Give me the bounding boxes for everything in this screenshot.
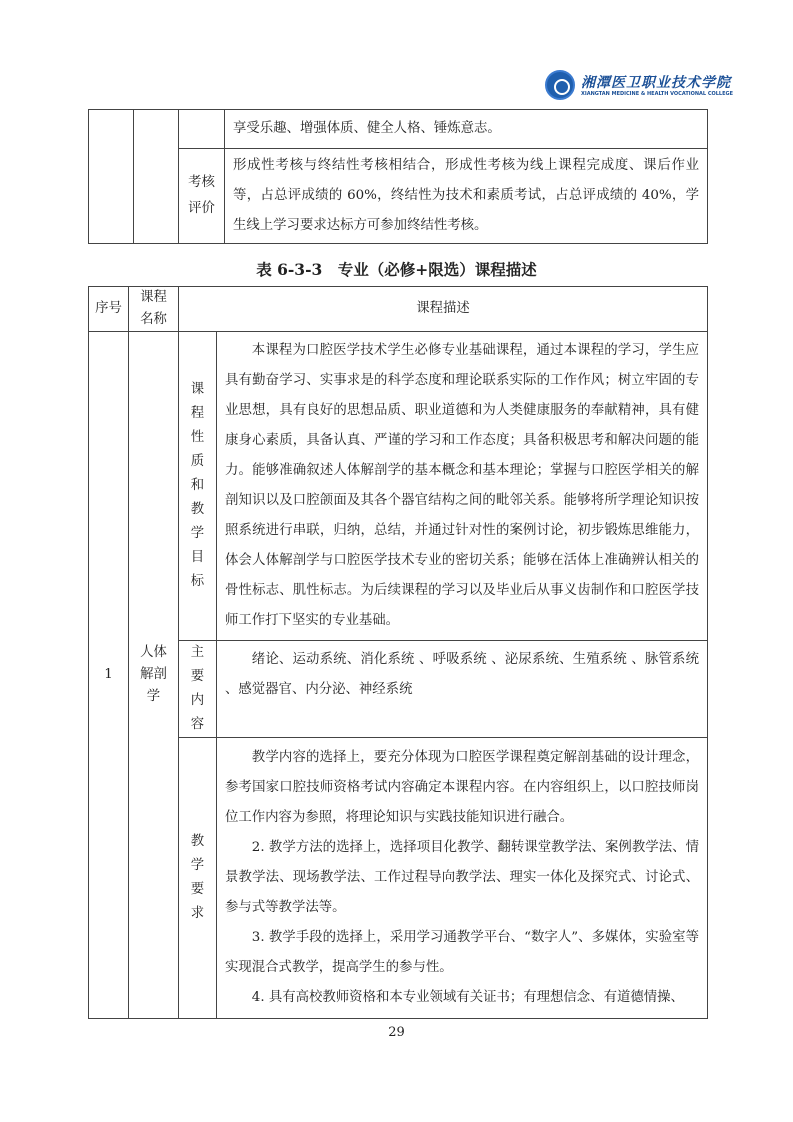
table-row [89,332,708,641]
table-header-row [89,287,708,332]
college-emblem-icon [545,70,575,100]
paragraph: 3. 教学手段的选择上，采用学习通教学平台、“数字人”、多媒体，实验室等实现混合式教学，提高学生的参与性。 [225,930,699,975]
table-row [89,149,708,244]
header-course-name: 课程名称 [129,287,179,332]
table-row [89,641,708,738]
course-description-table [88,286,708,1019]
page-number: 29 [388,1025,405,1040]
paragraph: 本课程为口腔医学技术学生必修专业基础课程，通过本课程的学习，学生应具有勤奋学习、实事求是的科学态度和理论联系实际的工作作风；树立牢固的专业思想，具有良好的思想品质、职业道德和为人类健康服务的奉献精神，具有健康身心素质，具备认真、严谨的学习和工作态度；具备积极思考和解决问题的能力。能够准确叙述人体解剖学的基本概念和基本理论；掌握与口腔医学相关的解剖知识以及口腔颌面及其各个器官结构之间的毗邻关系。能够将所学理论知识按照系统进行串联，归纳，总结，并通过针对性的案例讨论，初步锻炼思维能力，体会人体解剖学与口腔医学技术专业的密切关系；能够在活体上准确辨认相关的骨性标志、肌性标志。为后续课程的学习以及毕业后从事义齿制作和口腔医学技师工作打下坚实的专业基础。 [225,343,699,628]
header-seq: 序号 [89,287,129,332]
section-content-objectives [217,332,708,641]
course-name: 人体解剖学 [129,332,179,1019]
section-content-assessment: 形成性考核与终结性考核相结合，形成性考核为线上课程完成度、课后作业等，占总评成绩的 60%，终结性为技术和素质考试，占总评成绩的 40%，学生线上学习要求达标方可参加终结性考核。 [225,149,708,244]
section-content-main-content [217,641,708,738]
college-logo [545,70,745,108]
section-content: 享受乐趣、增强体质、健全人格、锤炼意志。 [225,110,708,149]
header-course-desc: 课程描述 [179,287,708,332]
paragraph: 4. 具有高校教师资格和本专业领域有关证书；有理想信念、有道德情操、 [251,990,684,1005]
section-label [179,110,225,149]
table-row [89,110,708,149]
course-seq: 1 [89,332,129,1019]
section-label-assessment: 考核评价 [179,149,225,244]
section-label-main-content: 主要内容 [179,641,217,738]
paragraph: 绪论、运动系统、消化系统 、呼吸系统 、泌尿系统、生殖系统 、脉管系统 、感觉器官、内分泌、神经系统 [225,652,699,697]
table-caption: 表 6-3-3 专业（必修+限选）课程描述 [256,260,537,279]
paragraph: 教学内容的选择上，要充分体现为口腔医学课程奠定解剖基础的设计理念，参考国家口腔技师资格考试内容确定本课程内容。在内容组织上，以口腔技师岗位工作内容为参照，将理论知识与实践技能知识进行融合。 [225,750,699,825]
previous-table-continuation [88,109,708,244]
course-name-cell [134,110,179,244]
section-content-teaching-requirements [217,738,708,1019]
paragraph: 2. 教学方法的选择上，选择项目化教学、翻转课堂教学法、案例教学法、情景教学法、现场教学法、工作过程导向教学法、理实一体化及探究式、讨论式、参与式等教学法等。 [225,840,699,915]
logo-name-cn: 湘潭医卫职业技术学院 [581,75,731,91]
section-label-objectives: 课程性质和教学目标 [179,332,217,641]
seq-cell [89,110,134,244]
table-row [89,738,708,1019]
section-label-teaching-requirements: 教学要求 [179,738,217,1019]
logo-name-en: XIANGTAN MEDICINE & HEALTH VOCATIONAL COLLEGE [581,91,734,97]
